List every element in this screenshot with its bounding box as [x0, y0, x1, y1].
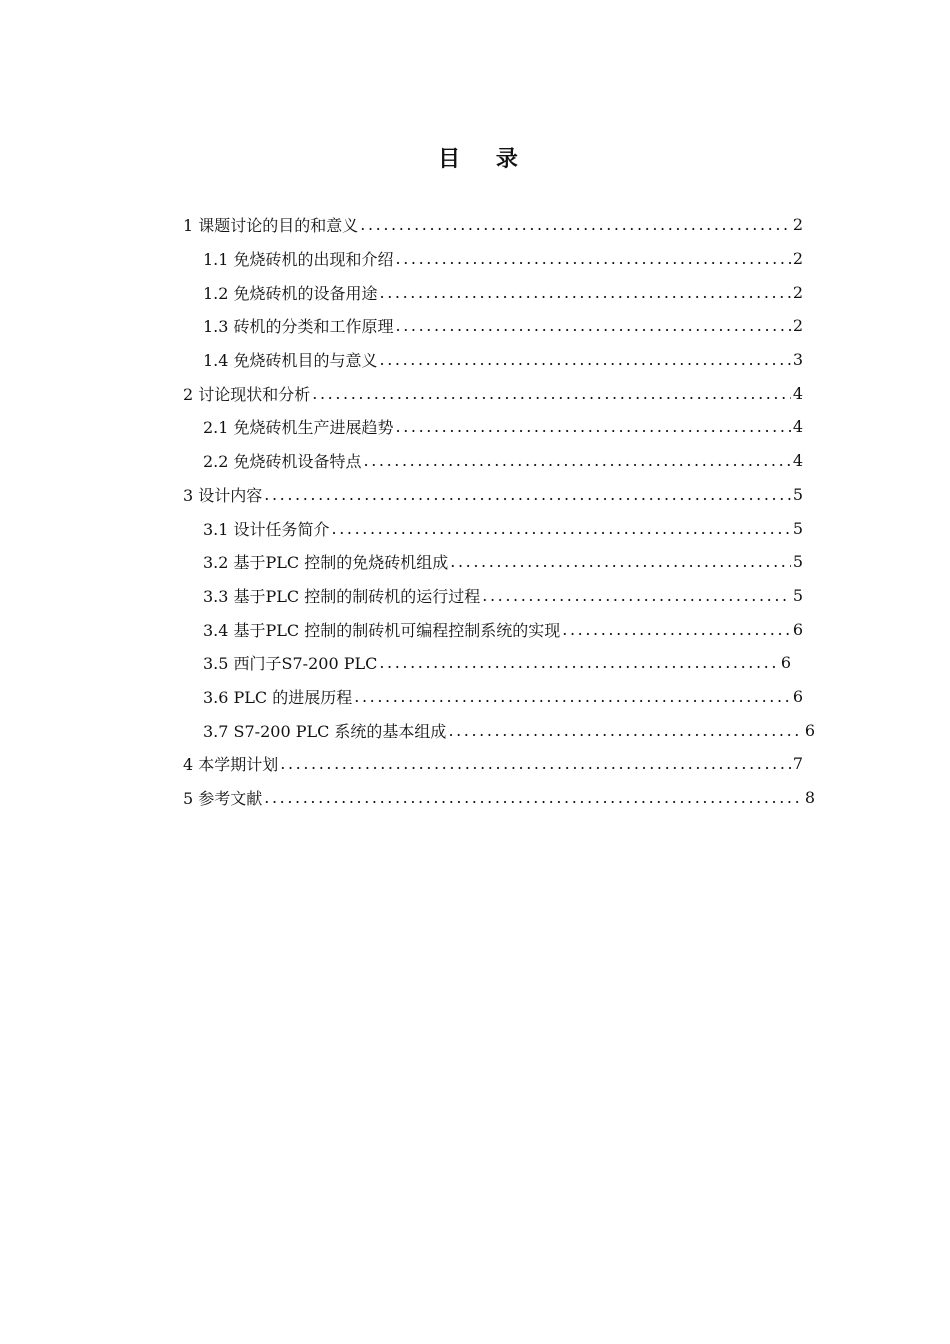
toc-entry-page-number: 2 — [792, 282, 803, 302]
toc-dot-leader — [396, 249, 791, 268]
toc-dot-leader — [482, 586, 791, 605]
toc-entry-page-number: 2 — [792, 316, 803, 336]
toc-entry-page-number: 6 — [792, 619, 803, 639]
toc-entry-label: 3.4 基于PLC 控制的制砖机可编程控制系统的实现 — [203, 620, 561, 640]
toc-entry[interactable] — [183, 680, 803, 714]
toc-entry-label: 1.2 免烧砖机的设备用途 — [203, 283, 378, 303]
toc-entry-page-number: 8 — [804, 788, 815, 808]
toc-dot-leader — [264, 788, 803, 807]
toc-entry-page-number: 5 — [792, 484, 803, 504]
toc-entry-page-number: 5 — [792, 518, 803, 538]
toc-dot-leader — [312, 384, 791, 403]
toc-entry[interactable] — [183, 309, 803, 343]
toc-entry[interactable] — [183, 511, 803, 545]
toc-dot-leader — [562, 620, 791, 639]
toc-entry-page-number: 6 — [780, 653, 791, 673]
toc-entry[interactable] — [183, 545, 803, 579]
toc-entry[interactable] — [183, 747, 803, 781]
toc-entry[interactable] — [183, 242, 803, 276]
toc-dot-leader — [380, 350, 791, 369]
toc-entry-label: 3.7 S7-200 PLC 系统的基本组成 — [203, 721, 447, 741]
toc-entry-page-number: 3 — [792, 350, 803, 370]
toc-entry-label: 5 参考文献 — [183, 789, 263, 809]
toc-entry[interactable] — [183, 612, 803, 646]
toc-entry-page-number: 2 — [792, 215, 803, 235]
toc-entry-label: 3 设计内容 — [183, 485, 263, 505]
toc-dot-leader — [396, 316, 791, 335]
toc-dot-leader — [379, 653, 778, 672]
toc-dot-leader — [364, 451, 791, 470]
toc-title: 目 录 — [438, 147, 532, 172]
toc-dot-leader — [264, 485, 791, 504]
toc-entry-page-number: 7 — [792, 754, 803, 774]
toc-entry-label: 3.3 基于PLC 控制的制砖机的运行过程 — [203, 586, 481, 606]
toc-entry[interactable] — [183, 646, 803, 680]
toc-entry-page-number: 2 — [792, 249, 803, 269]
toc-entry[interactable] — [183, 781, 815, 815]
toc-entry-page-number: 6 — [792, 686, 803, 706]
toc-dot-leader — [448, 721, 802, 740]
toc-entry-page-number: 5 — [792, 552, 803, 572]
table-of-contents — [183, 208, 815, 814]
toc-entry-page-number: 4 — [792, 383, 803, 403]
toc-entry-label: 2.1 免烧砖机生产进展趋势 — [203, 418, 394, 438]
toc-entry-label: 1 课题讨论的目的和意义 — [183, 216, 359, 236]
toc-entry-label: 1.1 免烧砖机的出现和介绍 — [203, 250, 394, 270]
toc-entry-label: 2.2 免烧砖机设备特点 — [203, 452, 362, 472]
toc-entry-page-number: 4 — [792, 451, 803, 471]
toc-dot-leader — [332, 519, 791, 538]
toc-entry-label: 3.5 西门子S7-200 PLC — [203, 654, 378, 674]
toc-entry-page-number: 5 — [792, 585, 803, 605]
toc-entry[interactable] — [183, 410, 803, 444]
toc-entry-page-number: 6 — [804, 720, 815, 740]
toc-entry-label: 3.1 设计任务简介 — [203, 519, 330, 539]
toc-entry[interactable] — [183, 713, 815, 747]
toc-entry-label: 3.2 基于PLC 控制的免烧砖机组成 — [203, 553, 449, 573]
toc-entry[interactable] — [183, 208, 803, 242]
toc-entry-label: 1.3 砖机的分类和工作原理 — [203, 317, 394, 337]
toc-entry-label: 4 本学期计划 — [183, 755, 279, 775]
toc-entry-page-number: 4 — [792, 417, 803, 437]
toc-entry[interactable] — [183, 579, 803, 613]
toc-entry[interactable] — [183, 376, 803, 410]
toc-dot-leader — [360, 215, 791, 234]
toc-entry-label: 3.6 PLC 的进展历程 — [203, 687, 353, 707]
toc-dot-leader — [380, 283, 791, 302]
toc-entry[interactable] — [183, 444, 803, 478]
toc-dot-leader — [450, 552, 791, 571]
toc-entry-label: 2 讨论现状和分析 — [183, 384, 311, 404]
toc-dot-leader — [354, 687, 791, 706]
toc-dot-leader — [280, 754, 791, 773]
toc-entry-label: 1.4 免烧砖机目的与意义 — [203, 351, 378, 371]
toc-dot-leader — [396, 417, 791, 436]
toc-entry[interactable] — [183, 478, 803, 512]
toc-entry[interactable] — [183, 343, 803, 377]
toc-entry[interactable] — [183, 275, 803, 309]
